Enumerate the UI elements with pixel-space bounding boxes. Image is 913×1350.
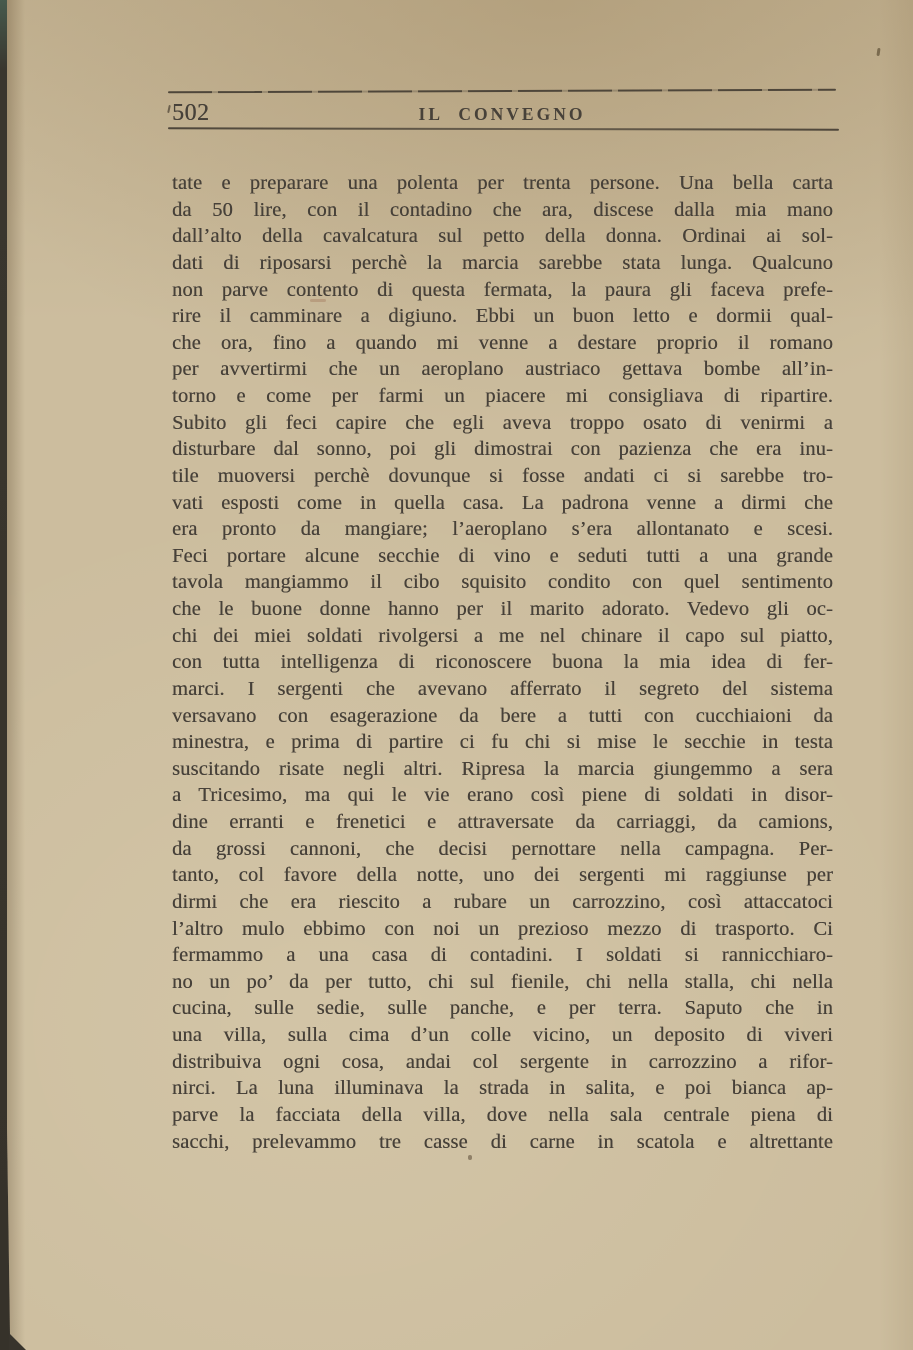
text-line: una villa, sulla cima d’un colle vicino, un deposito di viveri — [172, 1024, 833, 1046]
text-line: distribuiva ogni cosa, andai col sergente in carrozzino a rifor- — [172, 1050, 833, 1073]
text-line: con tutta intelligenza di riconoscere buona la mia idea di fer- — [172, 651, 833, 674]
text-line: Subito gli feci capire che egli aveva troppo osato di venirmi a — [172, 411, 833, 434]
text-line: tanto, col favore della notte, uno dei sergenti mi raggiunse per — [172, 864, 833, 887]
text-line: dirmi che era riescito a rubare un carrozzino, così attaccatoci — [172, 890, 833, 913]
text-line: che ora, fino a quando mi venne a destare proprio il romano — [172, 331, 833, 354]
text-line: torno e come per farmi un piacere mi consigliava di ripartire. — [172, 385, 833, 407]
text-line: vati esposti come in quella casa. La padrona venne a dirmi che — [172, 491, 833, 514]
text-line: nirci. La luna illuminava la strada in salita, e poi bianca ap- — [172, 1077, 833, 1100]
text-line: Feci portare alcune secchie di vino e seduti tutti a una grande — [172, 544, 833, 567]
text-line: non parve contento di questa fermata, la paura gli faceva prefe- — [172, 278, 833, 301]
text-line: chi dei miei soldati rivolgersi a me nel chinare il capo sul piatto, — [172, 624, 833, 647]
text-line: cucina, sulle sedie, sulle panche, e per terra. Saputo che in — [172, 997, 833, 1020]
ink-speck — [468, 1155, 472, 1160]
text-line: tile muoversi perchè dovunque si fosse andati ci si sarebbe tro- — [172, 464, 833, 487]
ink-smudge — [310, 299, 326, 302]
text-line: minestra, e prima di partire ci fu chi si mise le secchie in testa — [172, 731, 833, 754]
text-line: dati di riposarsi perchè la marcia sarebbe stata lunga. Qualcuno — [172, 251, 833, 274]
text-line: tavola mangiammo il cibo squisito condito con quel sentimento — [172, 571, 833, 594]
text-line: dall’alto della cavalcatura sul petto della donna. Ordinai ai sol- — [172, 225, 833, 248]
text-line: dine erranti e frenetici e attraversate da carriaggi, da camions, — [172, 811, 833, 833]
text-line: era pronto da mangiare; l’aeroplano s’era allontanato e scesi. — [172, 518, 833, 541]
text-line: per avvertirmi che un aeroplano austriaco gettava bombe all’in- — [172, 358, 833, 381]
text-line: suscitando risate negli altri. Ripresa la marcia giungemmo a sera — [172, 757, 833, 780]
text-line: no un po’ da per tutto, chi sul fienile, chi nella stalla, chi nella — [172, 970, 833, 993]
text-line: parve la facciata della villa, dove nella sala centrale piena di — [172, 1103, 833, 1126]
page-number: 502 — [172, 100, 210, 126]
text-line: rire il camminare a digiuno. Ebbi un buon letto e dormii qual- — [172, 305, 833, 328]
text-line: l’altro mulo ebbimo con noi un prezioso mezzo di trasporto. Ci — [172, 917, 833, 940]
text-line: versavano con esagerazione da bere a tutti con cucchiaioni da — [172, 704, 833, 727]
body-text — [172, 170, 833, 1155]
text-line: da 50 lire, con il contadino che ara, discese dalla mia mano — [172, 198, 833, 221]
text-line: da grossi cannoni, che decisi pernottare nella campagna. Per- — [172, 837, 833, 860]
text-line: fermammo a una casa di contadini. I soldati si rannicchiaro- — [172, 944, 833, 967]
running-title: IL CONVEGNO — [418, 104, 586, 124]
text-line: disturbare dal sonno, poi gli dimostrai con pazienza che era inu- — [172, 438, 833, 461]
text-line: tate e preparare una polenta per trenta persone. Una bella carta — [172, 172, 833, 194]
text-line: che le buone donne hanno per il marito adorato. Vedevo gli oc- — [172, 598, 833, 620]
text-line: marci. I sergenti che avevano afferrato il segreto del sistema — [172, 677, 833, 700]
text-line: a Tricesimo, ma qui le vie erano così piene di soldati in disor- — [172, 784, 833, 807]
text-line: sacchi, prelevammo tre casse di carne in scatola e altrettante — [172, 1130, 833, 1153]
